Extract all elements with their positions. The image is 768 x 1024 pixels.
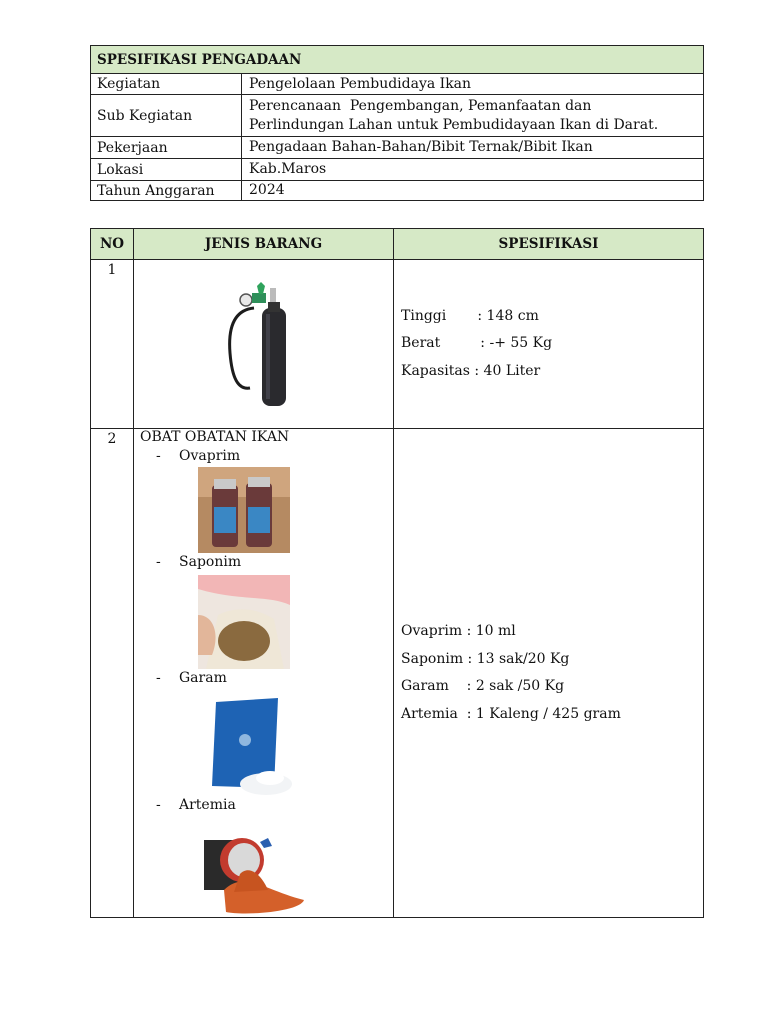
label-kegiatan: Kegiatan (91, 74, 242, 95)
spec-line: Garam : 2 sak /50 Kg (401, 678, 565, 694)
spec-line: Ovaprim : 10 ml (401, 623, 516, 639)
table-row (91, 260, 704, 429)
list-item-label: Garam (179, 670, 227, 686)
list-dash: - (156, 797, 161, 813)
item-name: OBAT OBATAN IKAN (140, 429, 290, 445)
label-sub-kegiatan: Sub Kegiatan (91, 95, 242, 137)
item-photo-cell (134, 260, 394, 429)
value-sub-kegiatan-line2: Perlindungan Lahan untuk Pembudidayaan Ikan di Darat. (249, 116, 659, 133)
list-dash: - (156, 554, 161, 570)
value-sub-kegiatan-line1: Perencanaan Pengembangan, Pemanfaatan dan (249, 97, 592, 114)
list-dash: - (156, 670, 161, 686)
item-number: 2 (91, 429, 134, 918)
value-sub-kegiatan (242, 95, 704, 137)
header-spesifikasi: SPESIFIKASI (394, 229, 704, 260)
item-list-cell (134, 429, 394, 918)
item-spec-cell (394, 429, 704, 918)
header-no: NO (91, 229, 134, 260)
label-pekerjaan: Pekerjaan (91, 137, 242, 159)
spec-line: Kapasitas : 40 Liter (401, 362, 541, 379)
saponim-sack-photo (198, 575, 290, 669)
table-row (91, 429, 704, 918)
list-item-label: Saponim (179, 554, 242, 570)
list-dash: - (156, 448, 161, 464)
value-kegiatan: Pengelolaan Pembudidaya Ikan (242, 74, 704, 95)
label-lokasi: Lokasi (91, 159, 242, 181)
value-tahun-anggaran: 2024 (242, 181, 704, 201)
oxygen-cylinder-photo (224, 278, 292, 408)
procurement-info-table (90, 45, 704, 201)
value-pekerjaan: Pengadaan Bahan-Bahan/Bibit Ternak/Bibit Ikan (242, 137, 704, 159)
item-spec-cell (394, 260, 704, 429)
label-tahun-anggaran: Tahun Anggaran (91, 181, 242, 201)
spec-line: Saponim : 13 sak/20 Kg (401, 650, 570, 667)
spec-line: Berat : -+ 55 Kg (401, 335, 553, 352)
header-jenis-barang: JENIS BARANG (134, 229, 394, 260)
spec-line: Tinggi : 148 cm (401, 307, 539, 324)
value-lokasi: Kab.Maros (242, 159, 704, 181)
list-item-label: Ovaprim (179, 448, 241, 464)
list-item-label: Artemia (179, 797, 236, 813)
items-table (90, 228, 704, 918)
item-number: 1 (91, 260, 134, 429)
artemia-can-photo (204, 830, 310, 916)
procurement-header: SPESIFIKASI PENGADAAN (91, 46, 704, 74)
salt-bag-photo (210, 696, 292, 796)
ovaprim-vials-photo (198, 467, 290, 553)
spec-line: Artemia : 1 Kaleng / 425 gram (401, 705, 621, 722)
